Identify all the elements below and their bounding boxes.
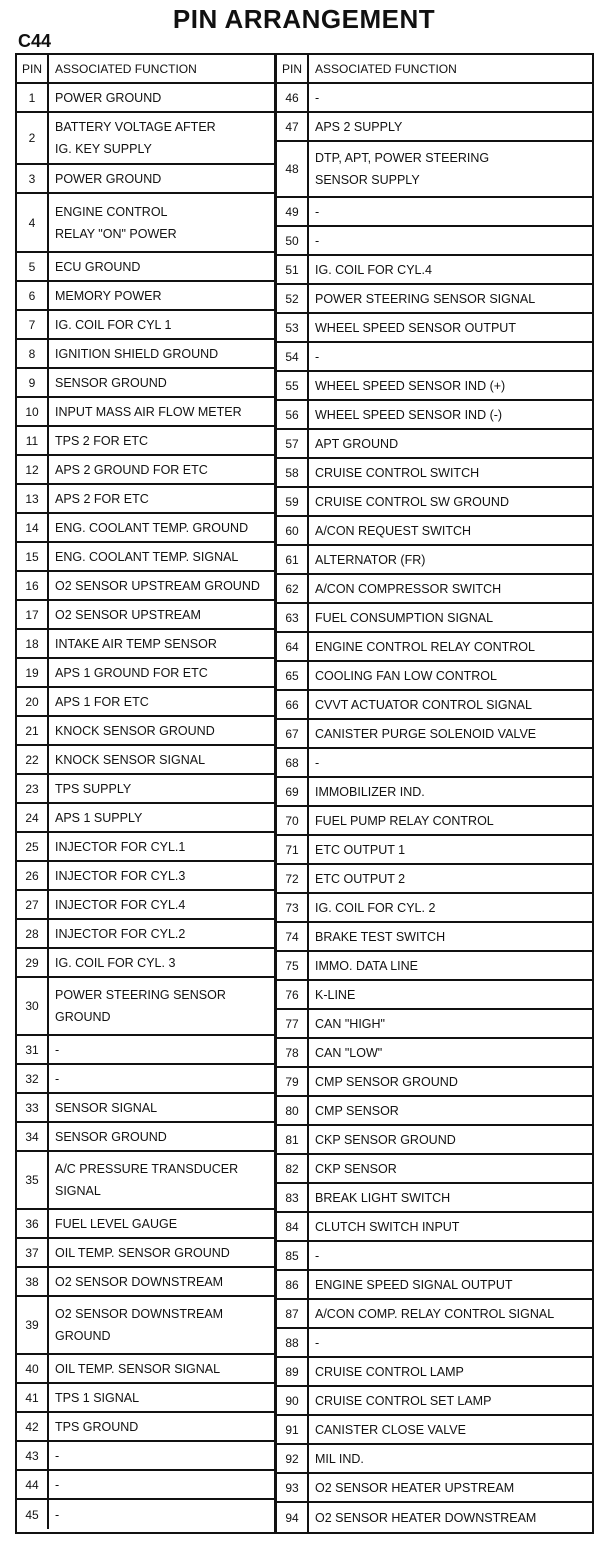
pin-function: O2 SENSOR UPSTREAM GROUND [55, 578, 260, 593]
pin-number: 26 [17, 862, 49, 889]
table-row [277, 84, 592, 113]
table-row [277, 981, 592, 1010]
table-row [17, 1123, 274, 1152]
pin-number: 39 [17, 1297, 49, 1353]
table-row [277, 720, 592, 749]
table-row [277, 691, 592, 720]
pin-number: 12 [17, 456, 49, 483]
table-row [17, 1413, 274, 1442]
pin-function: IGNITION SHIELD GROUND [55, 346, 219, 361]
pin-function: IG. COIL FOR CYL. 2 [315, 900, 436, 915]
pin-number: 90 [277, 1387, 309, 1414]
pin-number: 15 [17, 543, 49, 570]
pin-function: A/CON COMPRESSOR SWITCH [315, 581, 502, 596]
pin-function: - [315, 233, 320, 248]
pin-function: ECU GROUND [55, 259, 141, 274]
pin-number: 18 [17, 630, 49, 657]
table-row [17, 978, 274, 1036]
pin-function: - [315, 204, 320, 219]
table-row [17, 194, 274, 253]
pin-number: 52 [277, 285, 309, 312]
pin-function: ENGINE CONTROL RELAY "ON" POWER [55, 204, 177, 241]
pin-number: 41 [17, 1384, 49, 1411]
pin-number: 71 [277, 836, 309, 863]
pin-number: 60 [277, 517, 309, 544]
pin-function: A/C PRESSURE TRANSDUCER SIGNAL [55, 1162, 239, 1198]
table-row [17, 920, 274, 949]
pin-function: APS 1 GROUND FOR ETC [55, 665, 208, 680]
pin-function: ETC OUTPUT 2 [315, 871, 406, 886]
table-row [17, 572, 274, 601]
pin-function: COOLING FAN LOW CONTROL [315, 668, 497, 683]
pin-number: 43 [17, 1442, 49, 1469]
table-header [17, 55, 274, 84]
table-row [17, 398, 274, 427]
pin-number: 89 [277, 1358, 309, 1385]
pin-number: 24 [17, 804, 49, 831]
pin-function: - [55, 1507, 60, 1522]
table-row [277, 1474, 592, 1503]
pin-function: A/CON COMP. RELAY CONTROL SIGNAL [315, 1306, 555, 1321]
pin-function: APS 2 FOR ETC [55, 491, 149, 506]
pin-number: 36 [17, 1210, 49, 1237]
pin-function: TPS SUPPLY [55, 781, 132, 796]
pin-function: - [315, 1335, 320, 1350]
pin-function: INPUT MASS AIR FLOW METER [55, 404, 242, 419]
pin-function: SENSOR SIGNAL [55, 1100, 158, 1115]
pin-number: 61 [277, 546, 309, 573]
table-row [17, 688, 274, 717]
table-row [17, 746, 274, 775]
pin-function: CANISTER CLOSE VALVE [315, 1422, 466, 1437]
table-row [277, 1039, 592, 1068]
pin-number: 83 [277, 1184, 309, 1211]
pin-function: CMP SENSOR [315, 1103, 399, 1118]
pin-number: 38 [17, 1268, 49, 1295]
pin-number: 93 [277, 1474, 309, 1501]
table-row [277, 836, 592, 865]
table-row [277, 662, 592, 691]
table-row [17, 1152, 274, 1210]
pin-table-left [15, 53, 275, 1534]
pin-number: 65 [277, 662, 309, 689]
pin-number: 19 [17, 659, 49, 686]
pin-function: BRAKE TEST SWITCH [315, 929, 446, 944]
pin-function: BATTERY VOLTAGE AFTER IG. KEY SUPPLY [55, 120, 216, 156]
pin-number: 2 [17, 113, 49, 163]
table-row [17, 485, 274, 514]
pin-number: 63 [277, 604, 309, 631]
pin-function: O2 SENSOR HEATER DOWNSTREAM [315, 1510, 537, 1525]
pin-number: 54 [277, 343, 309, 370]
pin-number: 84 [277, 1213, 309, 1240]
pin-number: 82 [277, 1155, 309, 1182]
pin-function: ENGINE SPEED SIGNAL OUTPUT [315, 1277, 513, 1292]
pin-number: 31 [17, 1036, 49, 1063]
pin-function: - [55, 1042, 60, 1057]
pin-function: A/CON REQUEST SWITCH [315, 523, 472, 538]
pin-function: - [315, 349, 320, 364]
table-row [277, 633, 592, 662]
pin-function: CLUTCH SWITCH INPUT [315, 1219, 460, 1234]
table-row [17, 369, 274, 398]
table-row [17, 113, 274, 165]
table-row [277, 285, 592, 314]
pin-number: 47 [277, 113, 309, 140]
pin-function: - [55, 1477, 60, 1492]
pin-number: 51 [277, 256, 309, 283]
table-row [17, 775, 274, 804]
pin-function: ALTERNATOR (FR) [315, 552, 426, 567]
table-row [17, 717, 274, 746]
pin-number: 91 [277, 1416, 309, 1443]
table-row [277, 1126, 592, 1155]
table-row [277, 952, 592, 981]
pin-number: 23 [17, 775, 49, 802]
pin-number: 22 [17, 746, 49, 773]
table-row [17, 282, 274, 311]
pin-function: K-LINE [315, 987, 356, 1002]
table-row [17, 1355, 274, 1384]
pin-function: APS 2 SUPPLY [315, 119, 403, 134]
pin-number: 76 [277, 981, 309, 1008]
table-row [17, 1036, 274, 1065]
table-row [277, 372, 592, 401]
pin-function: MEMORY POWER [55, 288, 162, 303]
table-row [277, 227, 592, 256]
pin-function: APT GROUND [315, 436, 399, 451]
pin-function: O2 SENSOR UPSTREAM [55, 607, 201, 622]
pin-number: 44 [17, 1471, 49, 1498]
pin-function: TPS GROUND [55, 1419, 139, 1434]
pin-function: KNOCK SENSOR SIGNAL [55, 752, 206, 767]
table-row [277, 198, 592, 227]
table-row [277, 517, 592, 546]
table-row [17, 1384, 274, 1413]
pin-number: 80 [277, 1097, 309, 1124]
table-row [17, 891, 274, 920]
pin-number: 4 [17, 194, 49, 251]
pin-function: - [315, 755, 320, 770]
pin-number: 17 [17, 601, 49, 628]
pin-number: 73 [277, 894, 309, 921]
table-row [277, 256, 592, 285]
pin-function: CKP SENSOR GROUND [315, 1132, 456, 1147]
pin-number: 72 [277, 865, 309, 892]
table-row [277, 778, 592, 807]
pin-function: POWER STEERING SENSOR GROUND [55, 988, 226, 1024]
table-row [277, 1329, 592, 1358]
pin-function: CRUISE CONTROL LAMP [315, 1364, 464, 1379]
table-row [277, 142, 592, 198]
pin-number: 37 [17, 1239, 49, 1266]
pin-number: 10 [17, 398, 49, 425]
pin-number: 86 [277, 1271, 309, 1298]
pin-function: APS 2 GROUND FOR ETC [55, 462, 208, 477]
pin-number: 30 [17, 978, 49, 1034]
table-row [277, 113, 592, 142]
pin-number: 33 [17, 1094, 49, 1121]
pin-function: POWER GROUND [55, 90, 162, 105]
pin-function: CAN "HIGH" [315, 1016, 385, 1031]
pin-function: TPS 1 SIGNAL [55, 1390, 140, 1405]
table-row [17, 340, 274, 369]
pin-function: IG. COIL FOR CYL.4 [315, 262, 432, 277]
table-row [17, 1500, 274, 1529]
pin-function: ETC OUTPUT 1 [315, 842, 406, 857]
pin-number: 77 [277, 1010, 309, 1037]
pin-number: 1 [17, 84, 49, 111]
table-row [17, 630, 274, 659]
table-row [17, 456, 274, 485]
pin-function: CRUISE CONTROL SWITCH [315, 465, 480, 480]
table-row [277, 1213, 592, 1242]
pin-number: 50 [277, 227, 309, 254]
table-row [17, 804, 274, 833]
pin-function: DTP, APT, POWER STEERING SENSOR SUPPLY [315, 151, 490, 187]
table-row [17, 1239, 274, 1268]
table-row [277, 1242, 592, 1271]
header-pin: PIN [277, 55, 309, 82]
table-row [277, 546, 592, 575]
pin-number: 68 [277, 749, 309, 776]
pin-number: 34 [17, 1123, 49, 1150]
table-row [17, 165, 274, 194]
pin-function: ENGINE CONTROL RELAY CONTROL [315, 639, 535, 654]
pin-function: POWER GROUND [55, 171, 162, 186]
pin-number: 79 [277, 1068, 309, 1095]
pin-number: 29 [17, 949, 49, 976]
pin-function: INTAKE AIR TEMP SENSOR [55, 636, 217, 651]
table-row [277, 1097, 592, 1126]
pin-number: 88 [277, 1329, 309, 1356]
table-row [17, 1094, 274, 1123]
pin-function: O2 SENSOR DOWNSTREAM [55, 1274, 224, 1289]
pin-function: - [315, 1248, 320, 1263]
table-row [17, 1210, 274, 1239]
pin-number: 42 [17, 1413, 49, 1440]
pin-number: 57 [277, 430, 309, 457]
table-row [17, 1268, 274, 1297]
table-row [17, 833, 274, 862]
pin-number: 27 [17, 891, 49, 918]
table-row [277, 894, 592, 923]
pin-function: APS 1 FOR ETC [55, 694, 149, 709]
pin-function: KNOCK SENSOR GROUND [55, 723, 215, 738]
pin-number: 35 [17, 1152, 49, 1208]
table-row [17, 862, 274, 891]
table-row [277, 430, 592, 459]
table-row [277, 1300, 592, 1329]
pin-number: 64 [277, 633, 309, 660]
table-row [277, 1271, 592, 1300]
pin-function: SENSOR GROUND [55, 1129, 167, 1144]
pin-number: 56 [277, 401, 309, 428]
header-pin: PIN [17, 55, 49, 82]
table-row [277, 1010, 592, 1039]
table-row [277, 1358, 592, 1387]
pin-function: FUEL LEVEL GAUGE [55, 1216, 178, 1231]
pin-function: TPS 2 FOR ETC [55, 433, 149, 448]
pin-number: 40 [17, 1355, 49, 1382]
pin-number: 46 [277, 84, 309, 111]
pin-number: 49 [277, 198, 309, 225]
pin-function: IG. COIL FOR CYL 1 [55, 317, 172, 332]
pin-function: CRUISE CONTROL SET LAMP [315, 1393, 492, 1408]
pin-number: 28 [17, 920, 49, 947]
table-row [277, 1416, 592, 1445]
table-row [277, 1184, 592, 1213]
pin-number: 3 [17, 165, 49, 192]
pin-number: 85 [277, 1242, 309, 1269]
table-row [17, 1297, 274, 1355]
pin-number: 20 [17, 688, 49, 715]
pin-function: INJECTOR FOR CYL.4 [55, 897, 186, 912]
pin-number: 9 [17, 369, 49, 396]
page-title: PIN ARRANGEMENT [172, 4, 436, 34]
table-row [277, 1445, 592, 1474]
pin-function: O2 SENSOR HEATER UPSTREAM [315, 1480, 515, 1495]
pin-function: CMP SENSOR GROUND [315, 1074, 458, 1089]
table-row [17, 601, 274, 630]
pin-number: 58 [277, 459, 309, 486]
table-row [17, 659, 274, 688]
pin-function: INJECTOR FOR CYL.3 [55, 868, 186, 883]
pin-function: CANISTER PURGE SOLENOID VALVE [315, 726, 537, 741]
pin-function: MIL IND. [315, 1451, 364, 1466]
table-row [17, 1065, 274, 1094]
table-row [277, 575, 592, 604]
pin-function: POWER STEERING SENSOR SIGNAL [315, 291, 536, 306]
pin-function: - [315, 90, 320, 105]
pin-function: WHEEL SPEED SENSOR IND (+) [315, 378, 506, 393]
table-row [277, 807, 592, 836]
table-row [17, 311, 274, 340]
table-row [277, 1068, 592, 1097]
table-row [277, 1503, 592, 1532]
pin-function: CKP SENSOR [315, 1161, 397, 1176]
table-row [277, 314, 592, 343]
pin-number: 11 [17, 427, 49, 454]
pin-function: ENG. COOLANT TEMP. GROUND [55, 520, 249, 535]
pin-number: 7 [17, 311, 49, 338]
pin-number: 14 [17, 514, 49, 541]
pin-function: O2 SENSOR DOWNSTREAM GROUND [55, 1307, 224, 1343]
pin-function: OIL TEMP. SENSOR GROUND [55, 1245, 230, 1260]
pin-function: OIL TEMP. SENSOR SIGNAL [55, 1361, 221, 1376]
pin-function: IG. COIL FOR CYL. 3 [55, 955, 176, 970]
pin-function: APS 1 SUPPLY [55, 810, 143, 825]
pin-function: FUEL PUMP RELAY CONTROL [315, 813, 494, 828]
table-row [277, 459, 592, 488]
pin-function: CRUISE CONTROL SW GROUND [315, 494, 509, 509]
table-row [277, 1155, 592, 1184]
pin-number: 32 [17, 1065, 49, 1092]
pin-function: ENG. COOLANT TEMP. SIGNAL [55, 549, 239, 564]
pin-number: 21 [17, 717, 49, 744]
pin-number: 87 [277, 1300, 309, 1327]
pin-number: 13 [17, 485, 49, 512]
table-row [17, 427, 274, 456]
pin-number: 74 [277, 923, 309, 950]
pin-function: SENSOR GROUND [55, 375, 167, 390]
table-header [277, 55, 592, 84]
pin-function: INJECTOR FOR CYL.1 [55, 839, 186, 854]
table-row [17, 543, 274, 572]
pin-number: 16 [17, 572, 49, 599]
pin-number: 59 [277, 488, 309, 515]
pin-number: 66 [277, 691, 309, 718]
pin-number: 67 [277, 720, 309, 747]
header-function: ASSOCIATED FUNCTION [55, 61, 197, 76]
table-row [17, 253, 274, 282]
connector-label: C44 [18, 31, 52, 51]
table-row [17, 514, 274, 543]
pin-number: 25 [17, 833, 49, 860]
table-row [17, 1471, 274, 1500]
table-row [277, 401, 592, 430]
pin-function: CVVT ACTUATOR CONTROL SIGNAL [315, 697, 532, 712]
pin-function: BREAK LIGHT SWITCH [315, 1190, 451, 1205]
table-row [277, 488, 592, 517]
pin-number: 81 [277, 1126, 309, 1153]
pin-number: 75 [277, 952, 309, 979]
table-row [277, 1387, 592, 1416]
header-function: ASSOCIATED FUNCTION [315, 61, 457, 76]
pin-function: IMMOBILIZER IND. [315, 784, 425, 799]
pin-number: 53 [277, 314, 309, 341]
pin-function: INJECTOR FOR CYL.2 [55, 926, 186, 941]
pin-number: 48 [277, 142, 309, 196]
pin-function: WHEEL SPEED SENSOR IND (-) [315, 407, 503, 422]
pin-function: - [55, 1071, 60, 1086]
pin-number: 94 [277, 1503, 309, 1532]
pin-number: 69 [277, 778, 309, 805]
table-row [277, 749, 592, 778]
pin-function: - [55, 1448, 60, 1463]
table-row [17, 949, 274, 978]
pin-number: 55 [277, 372, 309, 399]
pin-function: IMMO. DATA LINE [315, 958, 419, 973]
table-row [277, 604, 592, 633]
pin-number: 5 [17, 253, 49, 280]
pin-number: 45 [17, 1500, 49, 1529]
pin-table [15, 53, 594, 1534]
table-row [277, 343, 592, 372]
pin-number: 8 [17, 340, 49, 367]
pin-function: CAN "LOW" [315, 1045, 383, 1060]
table-row [277, 923, 592, 952]
pin-number: 6 [17, 282, 49, 309]
pin-function: WHEEL SPEED SENSOR OUTPUT [315, 320, 516, 335]
pin-number: 92 [277, 1445, 309, 1472]
pin-number: 62 [277, 575, 309, 602]
pin-table-right [275, 53, 594, 1534]
table-row [17, 1442, 274, 1471]
pin-number: 70 [277, 807, 309, 834]
table-row [17, 84, 274, 113]
pin-function: FUEL CONSUMPTION SIGNAL [315, 610, 494, 625]
table-row [277, 865, 592, 894]
pin-number: 78 [277, 1039, 309, 1066]
